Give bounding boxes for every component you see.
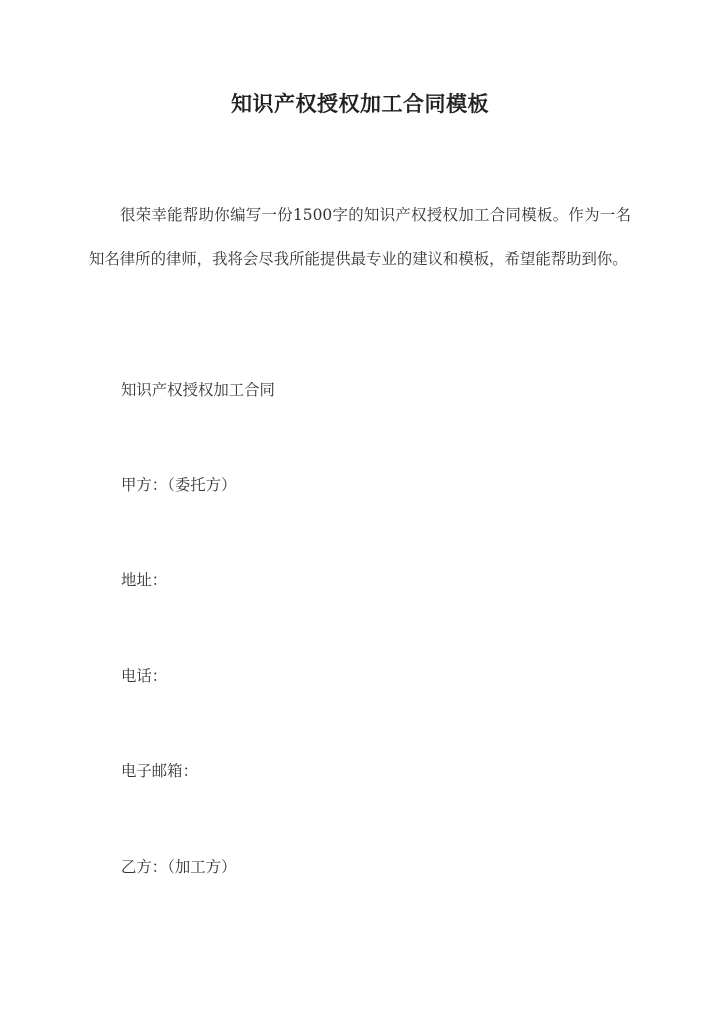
address-label: 地址： [121,571,168,589]
party-b-label: 乙方：（加工方） [121,858,237,876]
email-label: 电子邮箱： [121,762,198,780]
phone-label: 电话： [121,667,168,685]
party-a-label: 甲方：（委托方） [121,476,237,494]
document-title: 知识产权授权加工合同模板 [231,91,489,116]
intro-paragraph: 很荣幸能帮助你编写一份1500字的知识产权授权加工合同模板。作为一名知名律所的律师，我将会尽我所能提供最专业的建议和模板，希望能帮助到你。 [89,206,631,268]
contract-heading: 知识产权授权加工合同 [121,381,275,399]
